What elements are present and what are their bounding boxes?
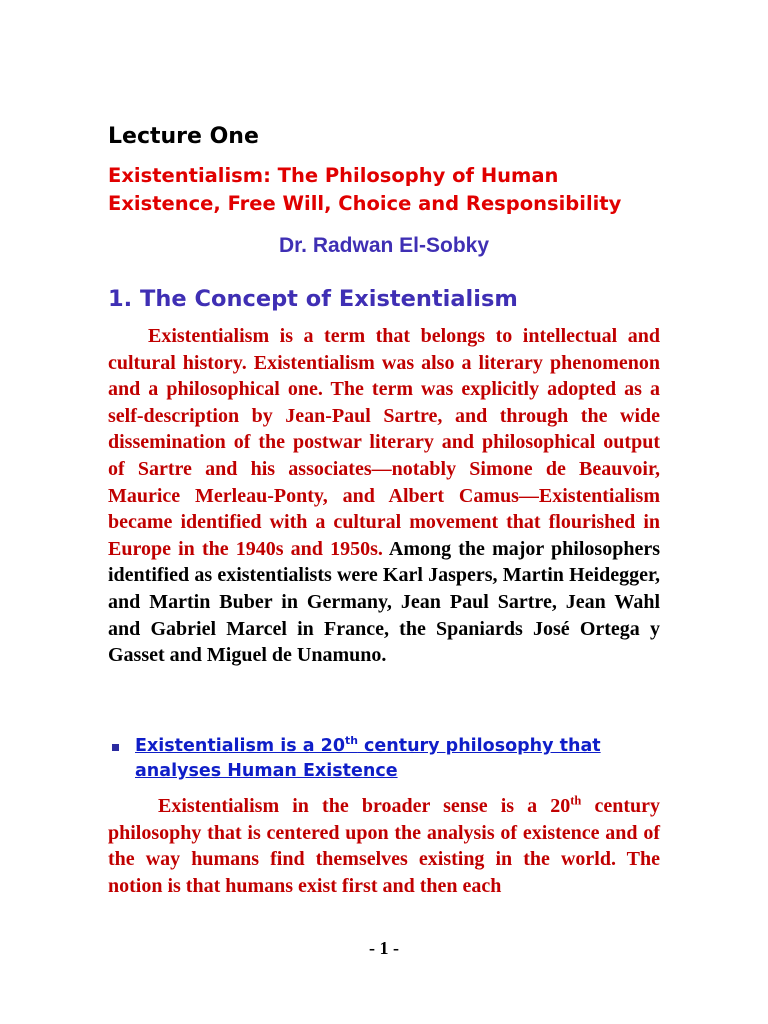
paragraph-2-superscript: th bbox=[570, 793, 582, 808]
page-number: - 1 - bbox=[369, 938, 399, 958]
section-heading: 1. The Concept of Existentialism bbox=[108, 286, 518, 312]
bullet-text-start: Existentialism is a 20 bbox=[135, 736, 346, 756]
paragraph-1 bbox=[108, 323, 660, 669]
author-name: Dr. Radwan El-Sobky bbox=[278, 234, 490, 257]
list-item bbox=[108, 734, 668, 784]
bullet-superscript: th bbox=[345, 734, 358, 748]
paragraph-2 bbox=[108, 793, 660, 899]
lecture-subtitle: Existentialism: The Philosophy of Human Existence, Free Will, Choice and Responsibility bbox=[108, 164, 622, 215]
lecture-title: Lecture One bbox=[108, 124, 259, 149]
bullet-text-end: century philosophy that analyses Human Existence bbox=[135, 736, 601, 781]
bullet-link[interactable] bbox=[135, 736, 601, 781]
bullet-list bbox=[108, 734, 668, 784]
paragraph-2-text-start: Existentialism in the broader sense is a 20 bbox=[158, 795, 571, 817]
paragraph-1-red-text: Existentialism is a term that belongs to intellectual and cultural history. Existentialism was also a literary phenomenon and a philosophical one. The term was explicitly adopted as a self-description by Jean-Paul Sartre, and through the wide dissemination of the postwar literary and philosophical output of Sartre and his associates—notably Simone de Beauvoir, Maurice Merleau-Ponty, and Albert Camus—Existentialism became identified with a cultural movement that flourished in Europe in the 1940s and 1950s. bbox=[108, 325, 660, 560]
square-bullet-icon bbox=[112, 744, 119, 751]
paragraph-2-text-end: century philosophy that is centered upon the analysis of existence and of the way humans find themselves existing in the world. The notion is that humans exist first and then each bbox=[108, 795, 660, 897]
paragraph-1-black-text: Among the major philosophers identified as existentialists were Karl Jaspers, Martin Heidegger, and Martin Buber in Germany, Jean Paul Sartre, Jean Wahl and Gabriel Marcel in France, the Spaniards José Ortega y Gasset and Miguel de Unamuno. bbox=[108, 537, 660, 667]
